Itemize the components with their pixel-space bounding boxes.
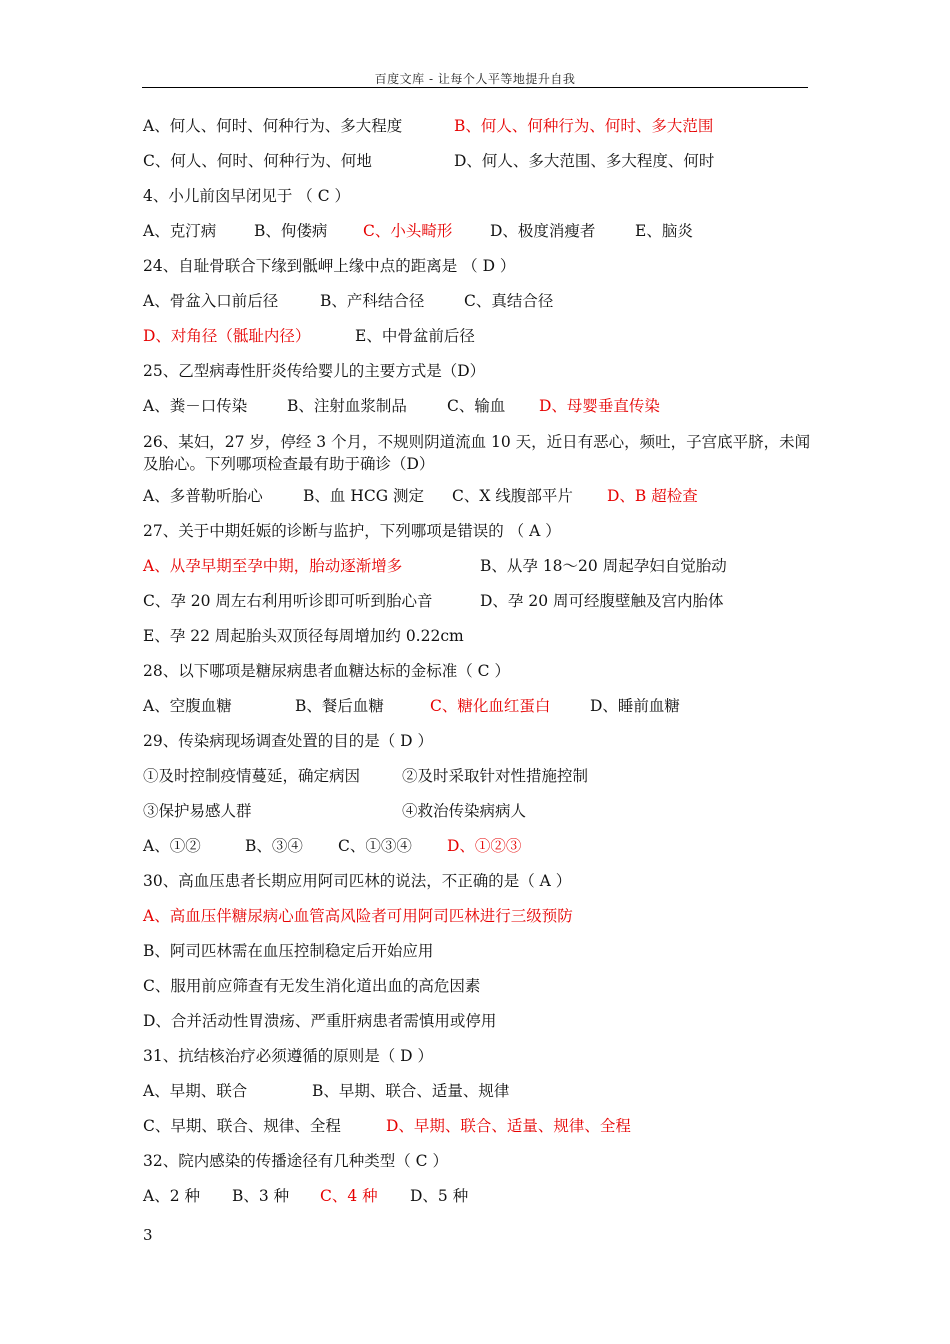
correct-answer: D、早期、联合、适量、规律、全程: [386, 1117, 631, 1135]
option-row: [143, 116, 714, 136]
option-text: C、X 线腹部平片: [452, 487, 573, 505]
correct-answer: C、4 种: [320, 1187, 378, 1205]
option-text: D、5 种: [410, 1187, 469, 1205]
option-text: B、阿司匹林需在血压控制稳定后开始应用: [143, 942, 434, 960]
option-row: [143, 1186, 469, 1206]
option-text: C、输血: [447, 397, 506, 415]
question-stem: 31、抗结核治疗必须遵循的原则是（ D ）: [143, 1047, 434, 1065]
option-row: [143, 766, 589, 786]
option-text: A、多普勒听胎心: [143, 487, 263, 505]
correct-answer: A、从孕早期至孕中期，胎动逐渐增多: [143, 557, 403, 575]
correct-answer: D、B 超检查: [607, 487, 698, 505]
question-stem: 24、自耻骨联合下缘到骶岬上缘中点的距离是 （ D ）: [143, 257, 516, 275]
option-text: D、极度消瘦者: [490, 222, 596, 240]
option-text: A、空腹血糖: [143, 697, 232, 715]
page-number: 3: [143, 1226, 153, 1244]
option-row: [143, 326, 475, 346]
option-text: B、3 种: [232, 1187, 290, 1205]
option-text: E、脑炎: [635, 222, 693, 240]
question-stem: 29、传染病现场调查处置的目的是（ D ）: [143, 732, 434, 750]
correct-answer: D、对角径（骶耻内径）: [143, 327, 311, 345]
option-text: ①及时控制疫情蔓延，确定病因: [143, 767, 361, 785]
option-row: [143, 221, 693, 241]
option-text: D、合并活动性胃溃疡、严重肝病患者需慎用或停用: [143, 1012, 497, 1030]
header-divider: [142, 87, 808, 88]
option-text: ②及时采取针对性措施控制: [402, 767, 589, 785]
option-text: B、从孕 18～20 周起孕妇自觉胎动: [480, 557, 727, 575]
question-stem: 32、院内感染的传播途径有几种类型（ C ）: [143, 1152, 448, 1170]
correct-answer: B、何人、何种行为、何时、多大范围: [454, 117, 714, 135]
option-row: [143, 151, 715, 171]
option-text: C、何人、何时、何种行为、何地: [143, 152, 372, 170]
option-row: [143, 836, 522, 856]
option-text: B、③④: [245, 837, 303, 855]
option-text: A、2 种: [143, 1187, 200, 1205]
option-row: [143, 801, 527, 821]
option-text: A、骨盆入口前后径: [143, 292, 279, 310]
option-text: E、孕 22 周起胎头双顶径每周增加约 0.22cm: [143, 627, 464, 645]
option-row: [143, 696, 680, 716]
option-text: D、睡前血糖: [590, 697, 680, 715]
correct-answer: C、小头畸形: [363, 222, 453, 240]
page-header-title: 百度文库 - 让每个人平等地提升自我: [374, 72, 576, 86]
option-text: B、注射血浆制品: [287, 397, 407, 415]
option-text: A、何人、何时、何种行为、多大程度: [143, 117, 403, 135]
option-text: ③保护易感人群: [143, 802, 252, 820]
option-row: [143, 396, 660, 416]
option-text: A、①②: [143, 837, 201, 855]
option-text: D、何人、多大范围、多大程度、何时: [454, 152, 715, 170]
option-text: A、早期、联合: [143, 1082, 248, 1100]
question-stem: 26、某妇，27 岁，停经 3 个月，不规则阴道流血 10 天，近日有恶心，频吐，子宫底平脐，未闻及胎心。下列哪项检查最有助于确诊（D）: [143, 433, 811, 473]
option-text: B、餐后血糖: [295, 697, 384, 715]
option-text: B、血 HCG 测定: [303, 487, 425, 505]
option-text: C、孕 20 周左右利用听诊即可听到胎心音: [143, 592, 433, 610]
question-stem: 27、关于中期妊娠的诊断与监护，下列哪项是错误的 （ A ）: [143, 522, 561, 540]
option-row: [143, 1081, 510, 1101]
option-row: [143, 486, 698, 506]
option-row: [143, 591, 724, 611]
option-text: C、服用前应筛查有无发生消化道出血的高危因素: [143, 977, 481, 995]
option-text: C、早期、联合、规律、全程: [143, 1117, 341, 1135]
option-text: C、真结合径: [464, 292, 554, 310]
option-text: ④救治传染病病人: [402, 802, 527, 820]
option-text: B、早期、联合、适量、规律: [312, 1082, 510, 1100]
option-text: A、粪－口传染: [143, 397, 248, 415]
option-row: [143, 556, 727, 576]
option-text: E、中骨盆前后径: [355, 327, 475, 345]
option-text: D、孕 20 周可经腹壁触及宫内胎体: [480, 592, 724, 610]
option-text: B、产科结合径: [320, 292, 425, 310]
correct-answer: D、①②③: [447, 837, 522, 855]
option-row: [143, 291, 554, 311]
question-stem: 25、乙型病毒性肝炎传给婴儿的主要方式是（D）: [143, 362, 486, 380]
question-stem: 30、高血压患者长期应用阿司匹林的说法，不正确的是（ A ）: [143, 872, 572, 890]
option-text: C、①③④: [338, 837, 412, 855]
correct-answer: A、高血压伴糖尿病心血管高风险者可用阿司匹林进行三级预防: [143, 907, 573, 925]
option-row: [143, 1116, 631, 1136]
option-text: A、克汀病: [143, 222, 217, 240]
correct-answer: D、母婴垂直传染: [539, 397, 660, 415]
question-stem: 28、以下哪项是糖尿病患者血糖达标的金标准（ C ）: [143, 662, 510, 680]
correct-answer: C、糖化血红蛋白: [430, 697, 551, 715]
option-text: B、佝偻病: [254, 222, 328, 240]
question-stem: 4、小儿前囟早闭见于 （ C ）: [143, 187, 351, 205]
